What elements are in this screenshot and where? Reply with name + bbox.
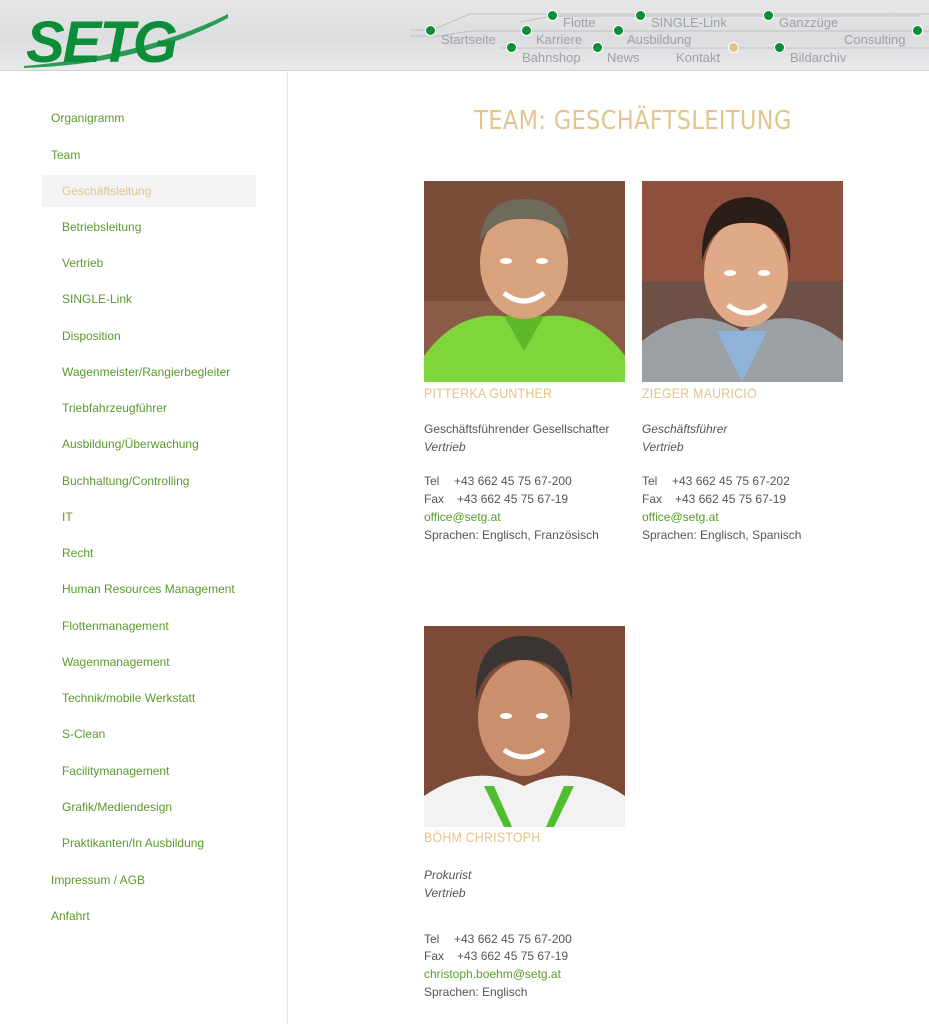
sidebar-item-single-link[interactable]: SINGLE-Link xyxy=(62,292,133,306)
nav-dot-startseite xyxy=(426,26,435,35)
sidebar-item-team[interactable]: Team xyxy=(51,148,81,162)
team-member-card xyxy=(424,626,626,1006)
member-languages: Sprachen: Englisch xyxy=(424,985,528,999)
svg-text:SETG: SETG xyxy=(26,10,176,70)
member-email-link[interactable]: christoph.boehm@setg.at xyxy=(424,967,561,981)
sidebar-item-disposition[interactable]: Disposition xyxy=(62,329,121,343)
sidebar-item-flottenmanagement[interactable]: Flottenmanagement xyxy=(62,619,169,633)
fax-number: +43 662 45 75 67-19 xyxy=(675,492,787,506)
sidebar-item-hr-management[interactable]: Human Resources Management xyxy=(62,582,235,596)
member-tel xyxy=(424,473,572,490)
team-member-card xyxy=(424,181,626,561)
member-department: Vertrieb xyxy=(424,886,466,900)
nav-ganzzuege[interactable]: Ganzzüge xyxy=(779,15,839,30)
nav-karriere[interactable]: Karriere xyxy=(536,32,583,47)
nav-startseite[interactable]: Startseite xyxy=(441,32,496,47)
sidebar-item-wagenmeister[interactable]: Wagenmeister/Rangierbegleiter xyxy=(62,365,231,379)
member-languages: Sprachen: Englisch, Französisch xyxy=(424,528,599,542)
member-email-link[interactable]: office@setg.at xyxy=(424,510,501,524)
sidebar-item-praktikanten[interactable]: Praktikanten/In Ausbildung xyxy=(62,836,205,850)
sidebar-item-buchhaltung[interactable]: Buchhaltung/Controlling xyxy=(62,474,190,488)
member-name: BÖHM CHRISTOPH xyxy=(424,829,541,845)
nav-dot-current xyxy=(729,43,738,52)
sidebar-item-grafik[interactable]: Grafik/Mediendesign xyxy=(62,800,173,814)
nav-flotte[interactable]: Flotte xyxy=(563,15,596,30)
nav-bahnshop[interactable]: Bahnshop xyxy=(522,50,581,65)
sidebar-item-triebfahrzeugfuehrer[interactable]: Triebfahrzeugführer xyxy=(62,401,167,415)
nav-bildarchiv[interactable]: Bildarchiv xyxy=(790,50,847,65)
member-department: Vertrieb xyxy=(642,440,684,454)
nav-dot-flotte xyxy=(548,11,557,20)
member-fax xyxy=(424,948,568,965)
member-name: ZIEGER MAURICIO xyxy=(642,385,757,401)
nav-dot-consulting xyxy=(913,26,922,35)
portrait-photo xyxy=(642,181,843,382)
sidebar-item-it[interactable]: IT xyxy=(62,510,73,524)
nav-dot-ausbildung xyxy=(614,26,623,35)
sidebar-item-technik[interactable]: Technik/mobile Werkstatt xyxy=(62,691,196,705)
portrait-photo xyxy=(424,181,625,382)
page-title: TEAM: GESCHÄFTSLEITUNG xyxy=(474,106,792,136)
nav-dot-ganzzuege xyxy=(764,11,773,20)
member-role: Prokurist xyxy=(424,868,472,882)
fax-number: +43 662 45 75 67-19 xyxy=(457,949,569,963)
sidebar-item-recht[interactable]: Recht xyxy=(62,546,94,560)
tel-label: Tel xyxy=(424,932,440,946)
nav-dot-karriere xyxy=(522,26,531,35)
sidebar-item-vertrieb[interactable]: Vertrieb xyxy=(62,256,104,270)
team-member-card xyxy=(642,181,844,561)
member-role: Geschäftsführer xyxy=(642,422,728,436)
fax-label: Fax xyxy=(424,949,445,963)
tel-number[interactable]: +43 662 45 75 67-200 xyxy=(454,474,572,488)
nav-dot-bildarchiv xyxy=(775,43,784,52)
tel-label: Tel xyxy=(424,474,440,488)
sidebar-item-ausbildung-ueberwachung[interactable]: Ausbildung/Überwachung xyxy=(62,437,199,451)
member-email-link[interactable]: office@setg.at xyxy=(642,510,719,524)
sidebar-item-anfahrt[interactable]: Anfahrt xyxy=(51,909,90,923)
nav-consulting[interactable]: Consulting xyxy=(844,32,906,47)
member-languages: Sprachen: Englisch, Spanisch xyxy=(642,528,802,542)
tel-number[interactable]: +43 662 45 75 67-202 xyxy=(672,474,790,488)
nav-dot-news xyxy=(593,43,602,52)
member-department: Vertrieb xyxy=(424,440,466,454)
nav-dot-single-link xyxy=(636,11,645,20)
tel-number[interactable]: +43 662 45 75 67-200 xyxy=(454,932,572,946)
fax-label: Fax xyxy=(424,492,445,506)
nav-dot-bahnshop xyxy=(507,43,516,52)
sidebar-item-betriebsleitung[interactable]: Betriebsleitung xyxy=(62,220,142,234)
tel-label: Tel xyxy=(642,474,658,488)
site-header xyxy=(0,0,929,71)
sidebar-item-geschaeftsleitung[interactable]: Geschäftsleitung xyxy=(62,184,152,198)
sidebar-item-s-clean[interactable]: S-Clean xyxy=(62,727,106,741)
member-fax xyxy=(642,491,786,508)
nav-ausbildung[interactable]: Ausbildung xyxy=(627,32,692,47)
sidebar-item-organigramm[interactable]: Organigramm xyxy=(51,111,125,125)
portrait-photo xyxy=(424,626,625,827)
sidebar xyxy=(0,71,288,1024)
member-fax xyxy=(424,491,568,508)
member-role: Geschäftsführender Gesellschafter xyxy=(424,422,610,436)
member-tel xyxy=(424,931,572,948)
nav-single-link[interactable]: SINGLE-Link xyxy=(651,15,727,30)
nav-kontakt[interactable]: Kontakt xyxy=(676,50,721,65)
sidebar-item-facilitymanagement[interactable]: Facilitymanagement xyxy=(62,764,170,778)
sidebar-item-impressum[interactable]: Impressum / AGB xyxy=(51,873,146,887)
fax-label: Fax xyxy=(642,492,663,506)
fax-number: +43 662 45 75 67-19 xyxy=(457,492,569,506)
member-tel xyxy=(642,473,790,490)
member-name: PITTERKA GUNTHER xyxy=(424,385,553,401)
sidebar-item-wagenmanagement[interactable]: Wagenmanagement xyxy=(62,655,170,669)
nav-news[interactable]: News xyxy=(607,50,640,65)
